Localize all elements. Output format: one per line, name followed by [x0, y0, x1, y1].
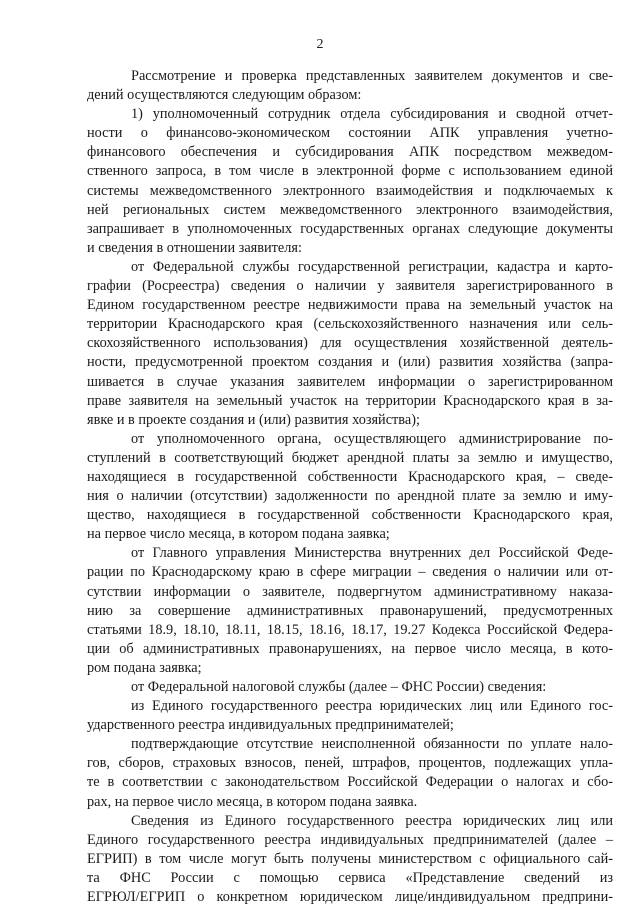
text-line: ступлений в соответствующий бюджет арендной платы за землю и имущество,: [87, 449, 613, 466]
text-line: ней региональных систем межведомственного электронного взаимодействия,: [87, 201, 613, 218]
text-line: системы межведомственного электронного взаимодействия и подключаемых к: [87, 182, 613, 199]
text-line: рах, на первое число месяца, в котором подана заявка.: [87, 793, 418, 810]
text-line: та ФНС России с помощью сервиса «Представление сведений из: [87, 869, 613, 886]
text-line: финансового обеспечения и субсидирования АПК посредством межведом-: [87, 144, 613, 161]
text-line: территории Краснодарского края (сельскохозяйственного назначения или сель-: [87, 316, 613, 333]
text-line: те в соответствии с законодательством Российской Федерации о налогах и сбо-: [87, 774, 613, 791]
text-line: Рассмотрение и проверка представленных заявителем документов и све-: [131, 68, 613, 84]
text-line: ЕГРИП) в том числе могут быть получены министерством с официального сай-: [87, 850, 613, 867]
text-line: нию за совершение административных правонарушений, предусмотренных: [87, 602, 613, 619]
text-line: ром подана заявка;: [87, 659, 202, 676]
text-line: явке и в проекте создания и (или) развития хозяйства);: [87, 411, 420, 428]
text-line: щество, находящиеся в государственной собственности Краснодарского края,: [87, 507, 613, 524]
text-line: графии (Росреестра) сведения о наличии у заявителя зарегистрированного в: [87, 278, 613, 295]
text-line: на первое число месяца, в котором подана заявка;: [87, 526, 390, 543]
text-line: находящиеся в государственной собственности Краснодарского края, – сведе-: [87, 468, 613, 485]
text-line: подтверждающие отсутствие неисполненной обязанности по уплате нало-: [131, 736, 613, 753]
text-line: рации по Краснодарскому краю в сфере миграции – сведения о наличии или от-: [87, 564, 613, 581]
text-line: сутствии информации о заявителе, подвергнутом административному наказа-: [87, 583, 613, 600]
text-line: из Единого государственного реестра юридических лиц или Единого гос-: [131, 698, 613, 715]
text-line: Единого государственного реестра индивидуальных предпринимателей (далее –: [87, 831, 613, 848]
text-line: от уполномоченного органа, осуществляющего администрирование по-: [131, 430, 613, 447]
text-line: статьями 18.9, 18.10, 18.11, 18.15, 18.16, 18.17, 19.27 Кодекса Российской Федера-: [87, 621, 613, 638]
text-line: ции об административных правонарушениях, на первое число месяца, в кото-: [87, 640, 613, 657]
text-line: Сведения из Единого государственного реестра юридических лиц или: [131, 812, 613, 829]
text-line: ния о наличии (отсутствии) задолженности по арендной плате за землю и иму-: [87, 488, 613, 505]
text-line: ности о финансово-экономическом состоянии АПК управления учетно-: [87, 125, 613, 142]
text-line: скохозяйственного использования) для осуществления хозяйственной деятель-: [87, 335, 613, 352]
document-body: [87, 67, 613, 907]
text-line: ЕГРЮЛ/ЕГРИП о конкретном юридическом лице/индивидуальном предприни-: [87, 889, 613, 906]
text-line: ственного запроса, в том числе в электронной форме с использованием единой: [87, 163, 613, 180]
text-line: 1) уполномоченный сотрудник отдела субсидирования и сводной отчет-: [131, 106, 613, 123]
text-line: Едином государственном реестре недвижимости права на земельный участок на: [87, 297, 613, 314]
text-line: от Федеральной налоговой службы (далее – ФНС России) сведения:: [131, 679, 547, 695]
text-line: ности, предусмотренной проектом создания и (или) развития хозяйства (запра-: [87, 354, 613, 371]
text-line: от Главного управления Министерства внутренних дел Российской Феде-: [131, 545, 613, 562]
text-line: праве заявителя на земельный участок на территории Краснодарского края в за-: [87, 392, 613, 409]
text-line: запрашивает в уполномоченных государственных органах следующие документы: [87, 220, 613, 237]
text-line: от Федеральной службы государственной регистрации, кадастра и карто-: [131, 258, 613, 275]
text-line: шивается в случае указания заявителем информации о зарегистрированном: [87, 373, 613, 390]
text-line: дений осуществляются следующим образом:: [87, 87, 362, 104]
text-line: и сведения в отношении заявителя:: [87, 239, 302, 256]
text-line: гов, сборов, страховых взносов, пеней, штрафов, процентов, подлежащих упла-: [87, 755, 613, 772]
page-number: 2: [316, 37, 324, 52]
text-line: ударственного реестра индивидуальных предпринимателей;: [87, 717, 454, 734]
